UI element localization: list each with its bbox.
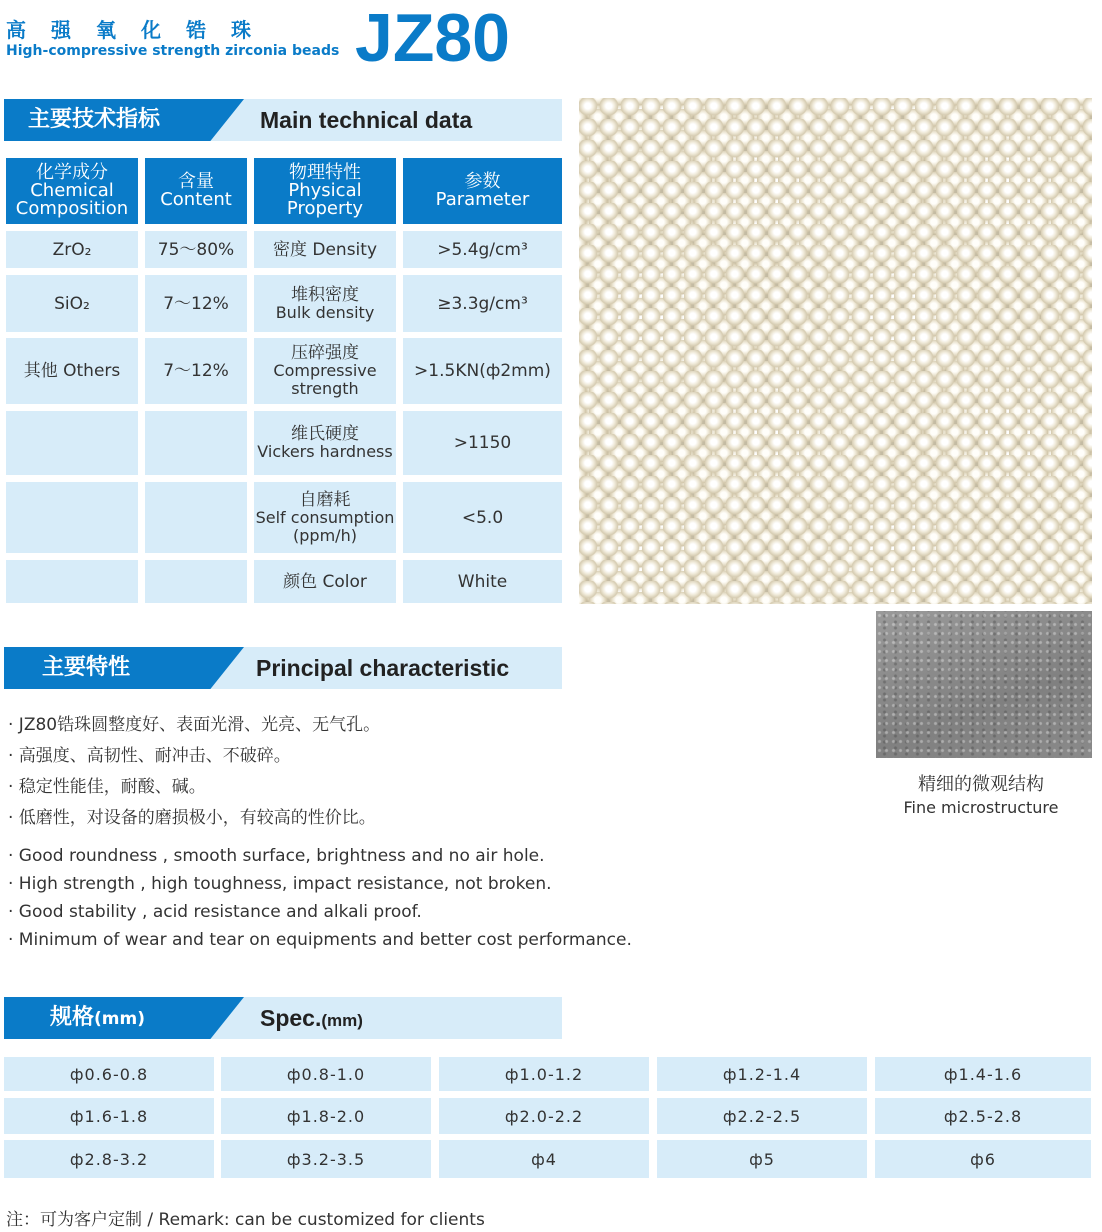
table-cell-property [254,482,396,553]
header-cn: 物理特性 [289,162,361,183]
table-cell-content [145,560,247,603]
header-en: Physical Property [286,180,364,219]
product-title-cn: 高强氧化锆珠 [6,18,276,42]
property-en: Bulk density [275,302,375,322]
table-cell-property [254,275,396,332]
header-en: Parameter [435,189,530,210]
header-en: Content [160,189,232,210]
table-cell-content [145,411,247,475]
spec-cell: ф1.6-1.8 [4,1098,214,1134]
table-cell-content [145,482,247,553]
spec-cell: ф2.0-2.2 [439,1098,649,1134]
table-cell-parameter: White [403,560,562,603]
spec-section-header [4,997,562,1039]
table-cell-property [254,338,396,404]
table-cell-chem [6,411,138,475]
remark-text: 注：可为客户定制 / Remark: can be customized for clients [6,1210,485,1230]
spec-section-title-cn [50,997,145,1040]
spec-unit-cn: (mm) [94,1009,145,1029]
table-cell-content: 75～80% [145,231,247,268]
spec-cell: ф2.5-2.8 [875,1098,1091,1134]
table-cell-parameter: >1150 [403,411,562,475]
property-en: Self consumption (ppm/h) [255,507,395,545]
table-cell-property [254,231,396,268]
spec-title-en: Spec. [260,1005,322,1031]
spec-cell: ф1.2-1.4 [657,1057,867,1091]
characteristic-cn: · 低磨性，对设备的磨损极小，有较高的性价比。 [8,808,376,828]
characteristic-cn: · 稳定性能佳，耐酸、碱。 [8,777,206,797]
table-cell-chem [6,560,138,603]
model-number: JZ80 [355,0,510,76]
table-cell-content: 7～12% [145,275,247,332]
header-en: Chemical Composition [15,180,129,219]
spec-unit-en: (mm) [321,1011,363,1030]
property-en: Compressive strength [273,361,377,398]
header-cn: 参数 [464,171,501,192]
table-cell-property [254,411,396,475]
spec-cell: ф2.2-2.5 [657,1098,867,1134]
spec-cell: ф1.4-1.6 [875,1057,1091,1091]
table-cell-content: 7～12% [145,338,247,404]
spec-cell: ф1.8-2.0 [221,1098,431,1134]
spec-title-cn: 规格 [50,1005,95,1030]
spec-cell: ф5 [657,1140,867,1178]
characteristic-en: · Good roundness , smooth surface, brightness and no air hole. [8,846,545,866]
header-cn: 含量 [178,171,214,192]
micro-caption-en: Fine microstructure [903,798,1059,817]
table-cell-property [254,560,396,603]
characteristic-en: · Minimum of wear and tear on equipments and better cost performance. [8,930,632,950]
property-cn: 堆积密度 [291,284,359,305]
table-cell-parameter: <5.0 [403,482,562,553]
spec-cell: ф2.8-3.2 [4,1140,214,1178]
spec-cell: ф6 [875,1140,1091,1178]
table-cell-chem [6,482,138,553]
property-cn: 颜色 Color [283,571,367,592]
property-cn: 压碎强度 [291,343,359,363]
micro-caption-cn: 精细的微观结构 [918,774,1044,795]
characteristic-cn: · JZ80锆珠圆整度好、表面光滑、光亮、无气孔。 [8,715,381,735]
spec-cell: ф0.6-0.8 [4,1057,214,1091]
table-cell-parameter: >1.5KN(ф2mm) [403,338,562,404]
property-cn: 维氏硬度 [291,424,359,444]
table-header-chem [6,158,138,224]
zirconia-beads-photo [579,98,1092,604]
microstructure-photo [876,611,1092,758]
property-cn: 密度 Density [272,239,378,260]
characteristic-en: · High strength , high toughness, impact resistance, not broken. [8,874,552,894]
table-cell-chem: ZrO₂ [6,231,138,268]
char-section-header [4,647,562,689]
spec-section-title-en [260,997,363,1042]
table-header-content [145,158,247,224]
table-header-parameter [403,158,562,224]
table-cell-chem: 其他 Others [6,338,138,404]
tech-section-title-cn: 主要技术指标 [28,107,161,132]
tech-section-header [4,99,562,141]
property-en: Vickers hardness [257,442,393,461]
table-header-property [254,158,396,224]
tech-section-title-en: Main technical data [260,107,473,133]
spec-cell: ф1.0-1.2 [439,1057,649,1091]
char-section-title-cn: 主要特性 [42,655,131,680]
char-section-title-en: Principal characteristic [256,655,510,681]
product-title-en: High-compressive strength zirconia beads [6,43,340,59]
spec-cell: ф4 [439,1140,649,1178]
spec-cell: ф3.2-3.5 [221,1140,431,1178]
table-cell-parameter: ≥3.3g/cm³ [403,275,562,332]
characteristic-en: · Good stability , acid resistance and alkali proof. [8,902,422,922]
characteristic-cn: · 高强度、高韧性、耐冲击、不破碎。 [8,746,291,766]
spec-cell: ф0.8-1.0 [221,1057,431,1091]
table-cell-parameter: >5.4g/cm³ [403,231,562,268]
property-cn: 自磨耗 [299,489,351,510]
table-cell-chem: SiO₂ [6,275,138,332]
header-cn: 化学成分 [36,162,108,183]
